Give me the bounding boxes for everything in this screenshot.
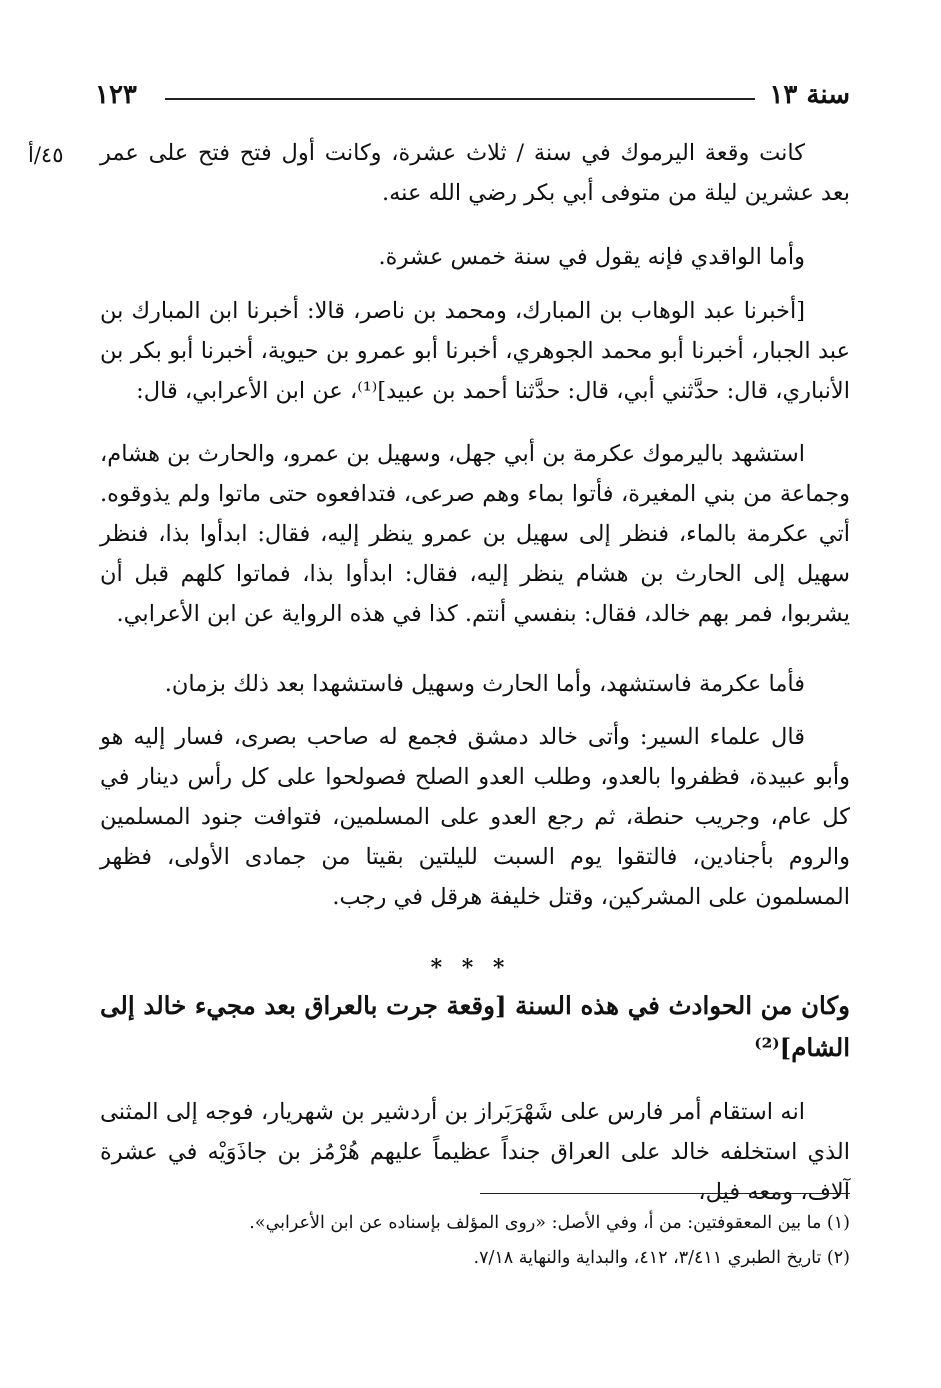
- paragraph-6-block: [100, 717, 850, 917]
- footnote-2: (٢) تاريخ الطبري ٣/٤١١، ٤١٢، والبداية والنهاية ٧/١٨.: [473, 1248, 850, 1268]
- paragraph-3-block: [100, 291, 850, 411]
- section-heading: وكان من الحوادث في هذه السنة [وقعة جرت بالعراق بعد مجيء خالد إلى الشام]⁽²⁾: [100, 991, 850, 1062]
- paragraph: كانت وقعة اليرموك في سنة / ثلاث عشرة، وكانت أول فتح فتح على عمر بعد عشرين ليلة من متوفى أبي بكر رضي الله عنه.: [100, 140, 850, 206]
- section-separator: * * *: [430, 955, 511, 981]
- paragraph: فأما عكرمة فاستشهد، وأما الحارث وسهيل فاستشهدا بعد ذلك بزمان.: [164, 671, 805, 697]
- paragraph-2-block: [100, 237, 850, 277]
- paragraph: وأما الواقدي فإنه يقول في سنة خمس عشرة.: [378, 244, 805, 270]
- paragraph-4-block: [100, 434, 850, 634]
- paragraph-7-block: [100, 1092, 850, 1212]
- isnad-paragraph: [أخبرنا عبد الوهاب بن المبارك، ومحمد بن ناصر، قالا: أخبرنا ابن المبارك بن عبد الجبار، أخبرنا أبو محمد الجوهري، أخبرنا أبو عمرو بن حيوية، أخبرنا أبو بكر بن الأنباري، قال: حدَّثني أبي، قال: حدَّثنا أحمد بن عبيد]⁽¹⁾، عن ابن الأعرابي، قال:: [100, 298, 850, 404]
- page-number: ١٢٣: [95, 80, 137, 110]
- paragraph: قال علماء السير: وأتى خالد دمشق فجمع له صاحب بصرى، فسار إليه هو وأبو عبيدة، فظفروا بالعدو، وطلب العدو الصلح فصولحوا على كل رأس دينار في كل عام، وجريب حنطة، ثم رجع العدو على المسلمين، فتوافت جنود المسلمين والروم بأجنادين، فالتقوا يوم السبت لليلتين بقيتا من جمادى الأولى، فظهر المسلمون على المشركين، وقتل خليفة هرقل في رجب.: [100, 724, 850, 910]
- footnote-1: (١) ما بين المعقوفتين: من أ، وفي الأصل: «روى المؤلف بإسناده عن ابن الأعرابي».: [249, 1213, 850, 1233]
- paragraph: انه استقام أمر فارس على شَهْرَبَراز بن أردشير بن شهريار، فوجه إلى المثنى الذي استخلفه خالد على العراق جنداً عظيماً عليهم هُرْمُز بن جاذَوَيْه في عشرة آلاف، ومعه فيل،: [100, 1099, 850, 1205]
- header-rule: [165, 98, 755, 100]
- paragraph-1-block: [100, 133, 850, 213]
- year-label: سنة ١٣: [769, 80, 850, 110]
- manuscript-folio-note: ٤٥/أ: [28, 143, 64, 167]
- paragraph-5-block: [100, 664, 850, 704]
- paragraph: استشهد باليرموك عكرمة بن أبي جهل، وسهيل بن عمرو، والحارث بن هشام، وجماعة من بني المغيرة، فأتوا بماء وهم صرعى، فتدافعوه حتى ماتوا ولم يذوقوه. أتي عكرمة بالماء، فنظر إلى سهيل بن عمرو ينظر إليه، فقال: ابدأوا بذا، فنظر سهيل إلى الحارث بن هشام ينظر إليه، فقال: ابدأوا بذا، فماتوا كلهم قبل أن يشربوا، فمر بهم خالد، فقال: بنفسي أنتم. كذا في هذه الرواية عن ابن الأعرابي.: [100, 441, 850, 627]
- footnotes: [100, 1206, 850, 1276]
- running-header: [95, 80, 850, 120]
- footnote-rule: [480, 1193, 850, 1194]
